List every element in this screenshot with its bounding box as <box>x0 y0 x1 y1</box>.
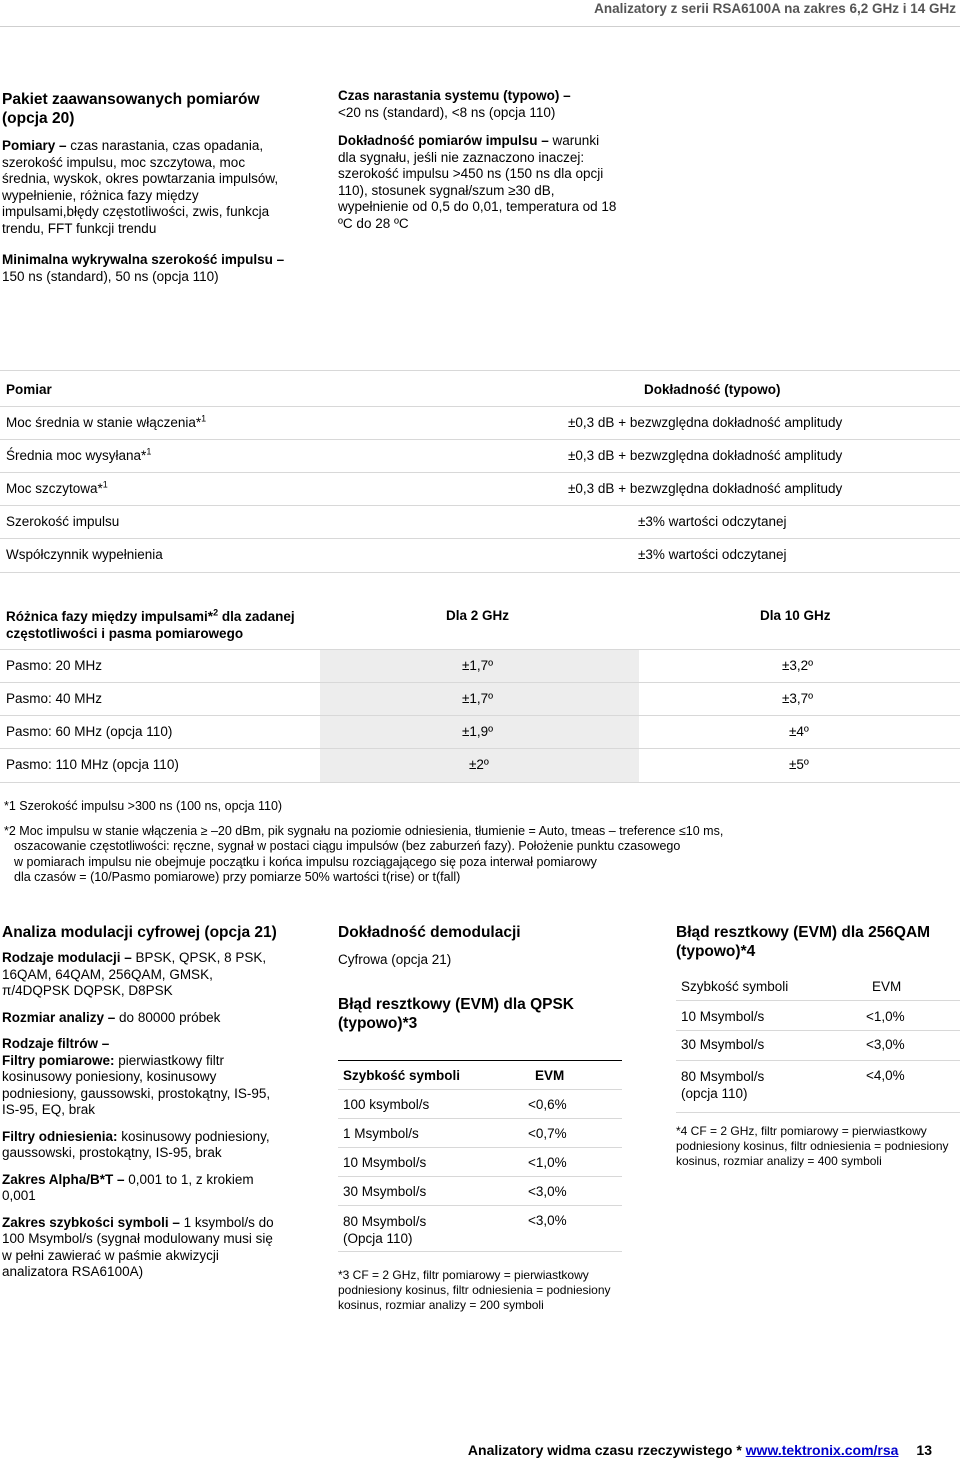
modulation-paragraph <box>2 950 282 1000</box>
evm256-heading: Błąd resztkowy (EVM) dla 256QAM (typowo)*4 <box>676 924 931 960</box>
evm256-section <box>676 923 958 961</box>
ref-filters-paragraph <box>2 1129 282 1162</box>
table-row <box>0 715 960 749</box>
rate-paragraph <box>2 1215 282 1281</box>
evm-cell: <3,0% <box>866 1037 905 1052</box>
evm-cell: <3,0% <box>528 1184 567 1199</box>
table-header-row <box>0 370 960 407</box>
row-value: ±3% wartości odczytanej <box>638 547 787 562</box>
table-row <box>338 1089 622 1119</box>
phase-header-rest: dla zadanej częstotliwości i pasma pomiarowego <box>6 609 295 641</box>
col-header-evm: EVM <box>872 979 902 994</box>
modulation-label: Rodzaje modulacji – <box>2 950 132 965</box>
rate-cell: 10 Msymbol/s <box>681 1009 765 1024</box>
qpsk-evm-heading: Błąd resztkowy (EVM) dla QPSK (typowo)*3 <box>338 995 574 1032</box>
table-row <box>0 538 960 573</box>
evm256-note-text <box>676 1124 958 1169</box>
meas-filters-label: Filtry pomiarowe: <box>2 1052 115 1068</box>
table-row <box>0 439 960 473</box>
qpsk-note-text <box>338 1268 628 1313</box>
table-row <box>0 682 960 716</box>
alpha-label: Zakres Alpha/B*T – <box>2 1171 125 1187</box>
rate-text: 1 ksymbol/s do 100 Msymbol/s (sygnał modulowany musi się w pełni zawierać w paśmie akwizycji analizatora RSA6100A) <box>2 1214 274 1279</box>
evm-cell: <0,6% <box>528 1097 567 1112</box>
row-value-2ghz: ±1,7º <box>462 691 494 706</box>
rate-cell: 100 ksymbol/s <box>343 1097 430 1112</box>
footer-link[interactable]: www.tektronix.com/rsa <box>745 1442 899 1458</box>
row-label <box>6 448 151 463</box>
meas-filters-paragraph <box>2 1053 282 1119</box>
evm-cell: <4,0% <box>866 1068 905 1083</box>
measurements-paragraph <box>2 138 287 237</box>
row-label-text: Moc średnia w stanie włączenia* <box>6 415 202 430</box>
table-header-row <box>0 597 960 649</box>
evm256-note-body: CF = 2 GHz, filtr pomiarowy = pierwiastkowy podniesiony kosinus, filtr odniesienia = podniesiony kosinus, rozmiar analizy = 400 symboli <box>676 1124 949 1168</box>
table-row <box>676 1000 960 1031</box>
demod-section <box>338 923 623 1033</box>
accuracy-label: Dokładność pomiarów impulsu – <box>338 133 549 148</box>
table-row <box>676 1060 960 1113</box>
header-title: Analizatory z serii RSA6100A na zakres 6,2 GHz i 14 GHz <box>594 1 956 16</box>
alpha-text: 0,001 to 1, z krokiem 0,001 <box>2 1171 254 1203</box>
row-label: Współczynnik wypełnienia <box>6 547 163 562</box>
row-label: Pasmo: 110 MHz (opcja 110) <box>6 757 179 772</box>
row-value-10ghz: ±3,7º <box>782 691 814 706</box>
phase-header-sup: 2 <box>213 607 219 618</box>
col-header-rate: Szybkość symboli <box>343 1068 461 1083</box>
modulation-text: BPSK, QPSK, 8 PSK, 16QAM, 64QAM, 256QAM, GMSK, π/4DQPSK DQPSK, D8PSK <box>2 950 267 998</box>
footnote-1 <box>4 799 954 815</box>
rise-text: <20 ns (standard), <8 ns (opcja 110) <box>338 104 556 120</box>
col-header-measure: Pomiar <box>6 382 52 397</box>
col-header-accuracy: Dokładność (typowo) <box>644 382 781 397</box>
pulse-section-left <box>2 90 287 285</box>
qpsk-note <box>338 1268 628 1313</box>
ref-filters-label: Filtry odniesienia: <box>2 1128 118 1144</box>
rise-paragraph <box>338 88 618 121</box>
table-row <box>338 1205 622 1252</box>
alpha-paragraph <box>2 1172 282 1205</box>
table-row <box>338 1147 622 1177</box>
row-label <box>6 481 108 496</box>
rate-cell: 30 Msymbol/s <box>343 1184 427 1199</box>
row-value-2ghz: ±1,7º <box>462 658 494 673</box>
row-label-text: Średnia moc wysyłana* <box>6 448 147 463</box>
demod-sub: Cyfrowa (opcja 21) <box>338 952 452 967</box>
footnote-2-mark: *2 <box>4 823 16 838</box>
row-value-2ghz: ±1,9º <box>462 724 494 739</box>
footnote-2-line1: Moc impulsu w stanie włączenia ≥ –20 dBm, pik sygnału na poziomie odniesienia, tłumienie = Auto, tmeas – treference ≤10 ms, <box>15 823 724 838</box>
table-header-row <box>338 1060 622 1090</box>
row-value: ±3% wartości odczytanej <box>638 514 787 529</box>
measurements-text: czas narastania, czas opadania, szerokość impulsu, moc szczytowa, moc średnia, wyskok, okres powtarzania impulsów, wypełnienie, różnica fazy między impulsami,błędy częstotliwości, zwis, funkcja trendu, FFT funkcji trendu <box>2 138 279 236</box>
row-label-sup: 1 <box>201 413 207 424</box>
meas-filters-text: pierwiastkowy filtr kosinusowy poniesiony, kosinusowy podniesiony, gaussowski, prostokątny, IS-95, IS-95, EQ, brak <box>2 1052 271 1117</box>
table-row <box>0 505 960 539</box>
table-row <box>338 1118 622 1148</box>
row-label: Pasmo: 20 MHz <box>6 658 103 673</box>
row-value-10ghz: ±3,2º <box>782 658 814 673</box>
page-header <box>0 0 960 27</box>
table-header-row <box>676 972 960 1000</box>
row-value: ±0,3 dB + bezwzględna dokładność amplitudy <box>568 481 843 496</box>
accuracy-paragraph <box>338 133 618 232</box>
evm-cell: <3,0% <box>528 1213 567 1228</box>
col-header-evm: EVM <box>535 1068 565 1083</box>
footnote-1-text: Szerokość impulsu >300 ns (100 ns, opcja 110) <box>15 799 283 813</box>
row-value: ±0,3 dB + bezwzględna dokładność amplitudy <box>568 448 843 463</box>
footnote-2-line4: dla czasów = (10/Pasmo pomiarowe) przy pomiarze 50% wartości t(rise) or t(fall) <box>14 870 461 884</box>
min-width-label: Minimalna wykrywalna szerokość impulsu – <box>2 252 285 267</box>
size-text: do 80000 próbek <box>115 1009 221 1025</box>
table-row <box>0 649 960 683</box>
evm-cell: <1,0% <box>528 1155 567 1170</box>
row-value: ±0,3 dB + bezwzględna dokładność amplitudy <box>568 415 843 430</box>
evm256-note-mark: *4 <box>676 1124 688 1138</box>
rate-label: Zakres szybkości symboli – <box>2 1214 180 1230</box>
table-row <box>338 1176 622 1206</box>
qpsk-note-mark: *3 <box>338 1268 350 1282</box>
qpsk-evm-table <box>338 1060 622 1251</box>
footer-text: Analizatory widma czasu rzeczywistego * <box>467 1442 746 1458</box>
phase-header-text: Różnica fazy między impulsami* <box>6 609 214 624</box>
table-row <box>676 1030 960 1061</box>
table-row <box>0 472 960 506</box>
page-number: 13 <box>916 1442 932 1458</box>
qpsk-note-body: CF = 2 GHz, filtr pomiarowy = pierwiastkowy podniesiony kosinus, filtr odniesienia = podniesiony kosinus, rozmiar analizy = 200 symboli <box>338 1268 611 1312</box>
footnote-2-line2: oszacowanie częstotliwości: ręczne, sygnał w postaci ciągu impulsów (bez zaburzeń fazy). Położenie punktu czasowego <box>14 839 681 853</box>
row-value-10ghz: ±5º <box>789 757 809 772</box>
rate-cell: 10 Msymbol/s <box>343 1155 427 1170</box>
phase-table <box>0 597 960 782</box>
ref-filters-text: kosinusowy podniesiony, gaussowski, prostokątny, IS-95, brak <box>2 1128 270 1160</box>
rate-cell: 30 Msymbol/s <box>681 1037 765 1052</box>
digital-heading: Analiza modulacji cyfrowej (opcja 21) <box>2 924 277 941</box>
table-row <box>0 406 960 440</box>
row-value-10ghz: ±4º <box>789 724 809 739</box>
row-label: Pasmo: 60 MHz (opcja 110) <box>6 724 173 739</box>
col-header-rate: Szybkość symboli <box>681 979 789 994</box>
row-label-sup: 1 <box>102 479 108 490</box>
row-label-text: Moc szczytowa* <box>6 481 103 496</box>
measurements-label: Pomiary – <box>2 138 67 153</box>
footnote-1-mark: *1 <box>4 799 16 813</box>
rate-cell: 1 Msymbol/s <box>343 1126 419 1141</box>
rate-cell: 80 Msymbol/s (Opcja 110) <box>343 1214 427 1246</box>
pulse-section-right <box>338 88 618 232</box>
evm-cell: <0,7% <box>528 1126 567 1141</box>
footnote-2 <box>4 824 954 840</box>
pulse-heading: Pakiet zaawansowanych pomiarów (opcja 20) <box>2 91 260 127</box>
evm-cell: <1,0% <box>866 1009 905 1024</box>
accuracy-text: warunki dla sygnału, jeśli nie zaznaczono inaczej: szerokość impulsu >450 ns (150 ns dla opcji 110), stosunek sygnał/szum ≥30 dB, wypełnienie od 0,5 do 0,01, temperatura od 18 ºC do 28 ºC <box>338 133 617 231</box>
filters-label: Rodzaje filtrów – <box>2 1036 110 1051</box>
row-value-2ghz: ±2º <box>469 757 489 772</box>
rate-cell: 80 Msymbol/s (opcja 110) <box>681 1069 765 1101</box>
footnote-2-line3: w pomiarach impulsu nie obejmuje początku i końca impulsu rozciągającego się poza interwał pomiarowy <box>14 854 597 869</box>
accuracy-table <box>0 370 960 572</box>
page-footer <box>468 1442 932 1458</box>
min-width-paragraph <box>2 252 287 285</box>
min-width-text: 150 ns (standard), 50 ns (opcja 110) <box>2 268 219 284</box>
row-label-sup: 1 <box>146 446 152 457</box>
row-label: Szerokość impulsu <box>6 514 120 529</box>
evm256-note <box>676 1124 958 1169</box>
phase-header-label <box>6 608 316 642</box>
row-label <box>6 415 206 430</box>
col-header-2ghz: Dla 2 GHz <box>446 608 510 623</box>
table-row <box>0 748 960 783</box>
size-label: Rozmiar analizy – <box>2 1009 116 1025</box>
size-paragraph <box>2 1010 282 1027</box>
row-label: Pasmo: 40 MHz <box>6 691 103 706</box>
evm256-table <box>676 972 960 1112</box>
footnotes <box>4 799 954 886</box>
digital-section <box>2 923 282 1281</box>
col-header-10ghz: Dla 10 GHz <box>760 608 831 623</box>
demod-heading: Dokładność demodulacji <box>338 924 521 941</box>
rise-label: Czas narastania systemu (typowo) – <box>338 88 571 103</box>
